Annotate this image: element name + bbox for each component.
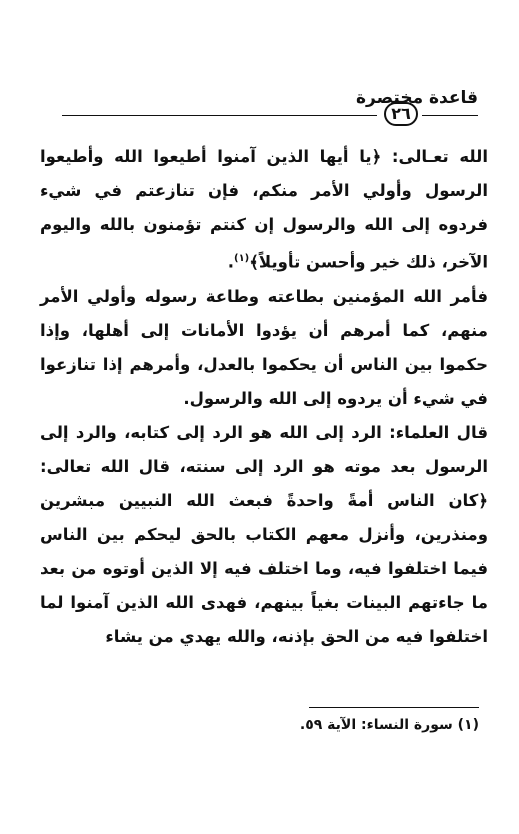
page-header bbox=[62, 88, 478, 128]
paragraph-1-end: . bbox=[227, 252, 234, 272]
footnote-reference: (١) bbox=[233, 253, 250, 264]
footnote-divider bbox=[309, 707, 479, 708]
header-rule-right bbox=[422, 115, 478, 116]
paragraph-3: قال العلماء: الرد إلى الله هو الرد إلى كتابه، والرد إلى الرسول بعد موته هو الرد إلى سنته، قال الله تعالى: ﴿كان الناس أمةً واحدةً فبعث الله النبيين مبشرين ومنذرين، وأنزل معهم الكتاب بالحق ليحكم بين الناس فيما اختلفوا فيه، وما اختلف فيه إلا الذين أوتوه من بعد ما جاءتهم البينات بغياً بينهم، فهدى الله الذين آمنوا لما اختلفوا فيه من الحق بإذنه، والله يهدي من يشاء bbox=[40, 422, 488, 646]
running-title: قاعدة مختصرة bbox=[356, 88, 478, 108]
paragraph-1 bbox=[40, 140, 488, 280]
page-number: ٢٦ bbox=[384, 102, 418, 126]
body-text bbox=[40, 140, 488, 654]
footnote: (١) سورة النساء: الآية ٥٩. bbox=[299, 717, 479, 733]
paragraph-2: فأمر الله المؤمنين بطاعته وطاعة رسوله وأولي الأمر منهم، كما أمرهم أن يؤدوا الأمانات إلى أهلها، وإذا حكموا بين الناس أن يحكموا بالعدل، وأمرهم إذا تنازعوا في شيء أن يردوه إلى الله والرسول. bbox=[40, 286, 488, 408]
paragraph-1-text: الله تعـالى: ﴿يا أيها الذين آمنوا أطيعوا الله وأطيعوا الرسول وأولي الأمر منكم، فإن تنازعتم في شيء فردوه إلى الله والرسول إن كنتم تؤمنون بالله واليوم الآخر، ذلك خير وأحسن تأويلاً﴾ bbox=[40, 147, 488, 272]
header-rule-left bbox=[62, 115, 377, 116]
